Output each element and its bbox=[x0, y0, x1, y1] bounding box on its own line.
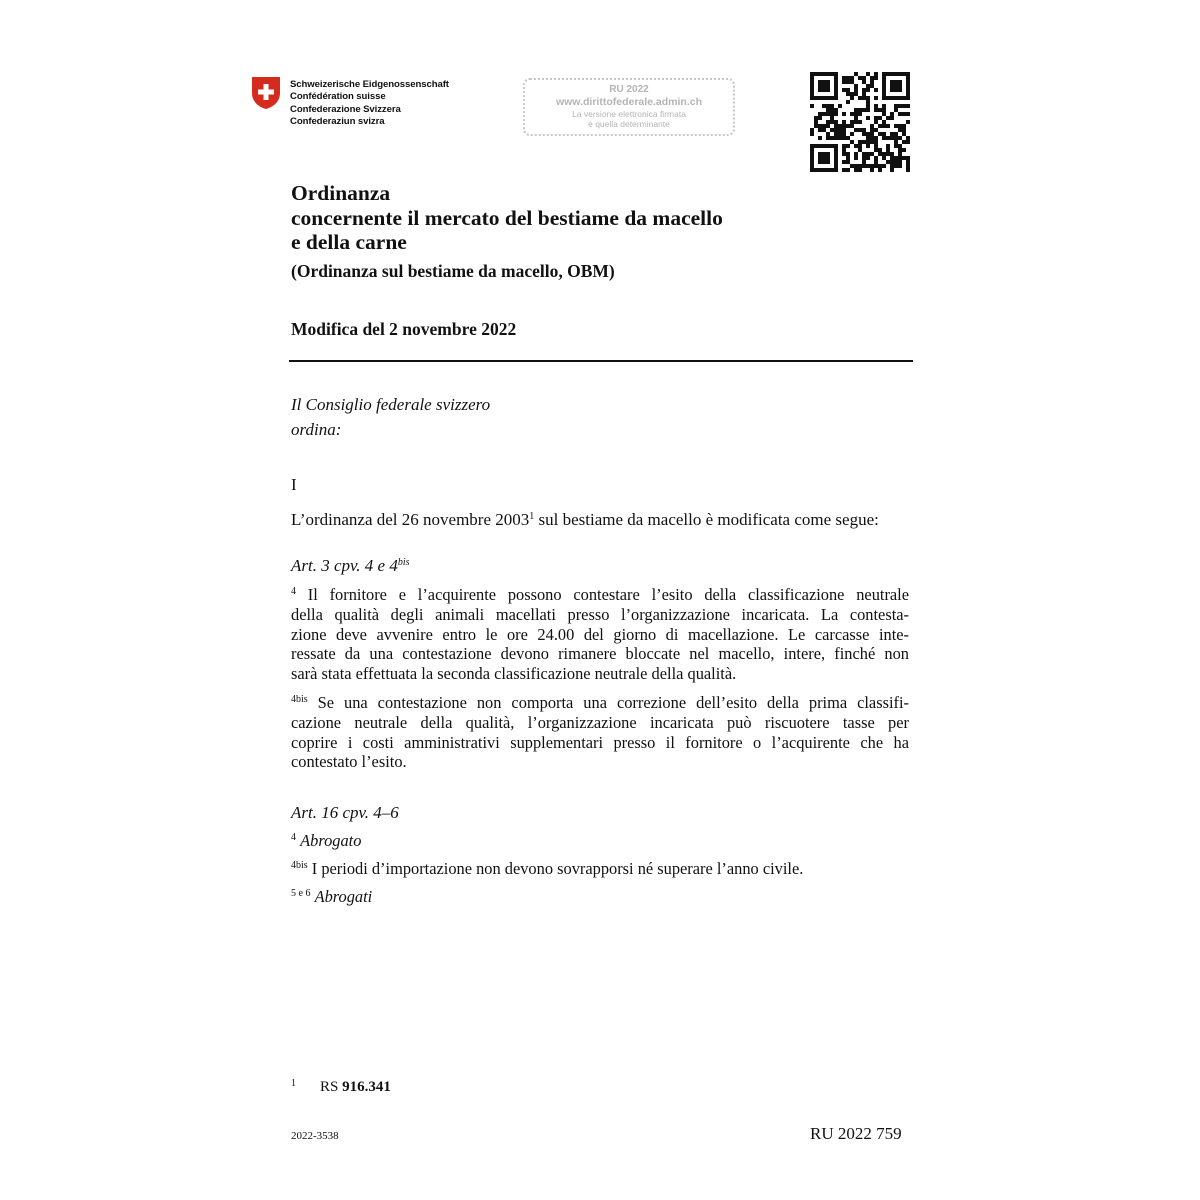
art16-heading: Art. 16 cpv. 4–6 bbox=[291, 803, 399, 822]
electronic-signature-stamp bbox=[523, 78, 735, 136]
authority-name-block bbox=[290, 79, 449, 128]
title-line-2: concernente il mercato del bestiame da macello bbox=[291, 205, 723, 230]
stamp-url: www.dirittofederale.admin.ch bbox=[555, 96, 703, 108]
paragraph-number: 4bis bbox=[291, 860, 308, 871]
issuer-block bbox=[291, 392, 490, 442]
intro-text-after: sul bestiame da macello è modificata come segue: bbox=[534, 510, 879, 529]
intro-text-before: L’ordinanza del 26 novembre 2003 bbox=[291, 510, 530, 529]
paragraph-line: Il fornitore e l’acquirente possono contestare l’esito della classificazione neutrale bbox=[307, 585, 909, 604]
art3-heading-text: Art. 3 cpv. 4 e 4 bbox=[291, 556, 398, 575]
paragraph-line: sarà stata effettuata la seconda classificazione neutrale della qualità. bbox=[291, 664, 737, 684]
art3-paragraph-4 bbox=[291, 585, 909, 684]
paragraph-line: ressate da una contestazione devono rimanere bloccate nel macello, intere, finché non bbox=[291, 644, 909, 664]
paragraph-number: 5 e 6 bbox=[291, 888, 311, 899]
document-title bbox=[291, 181, 723, 255]
paragraph-number: 4 bbox=[291, 832, 296, 843]
amendment-date: Modifica del 2 novembre 2022 bbox=[291, 319, 517, 339]
paragraph-line: coprire i costi amministrativi supplementari presso il fornitore o l’acquirente che ha bbox=[291, 732, 909, 752]
art16-paragraph-4 bbox=[291, 831, 361, 851]
art3-heading-sup: bis bbox=[397, 557, 410, 568]
intro-sentence bbox=[291, 510, 879, 530]
document-subtitle: (Ordinanza sul bestiame da macello, OBM) bbox=[291, 261, 615, 281]
art16-paragraph-5-6 bbox=[291, 887, 372, 907]
section-numeral: I bbox=[291, 475, 297, 494]
footnote-prefix: RS bbox=[320, 1079, 343, 1095]
footnote-marker: 1 bbox=[529, 511, 535, 522]
paragraph-line: della qualità degli animali macellati presso l’organizzazione incaricata. La contesta- bbox=[291, 604, 909, 624]
title-divider bbox=[289, 360, 913, 362]
art3-heading bbox=[291, 556, 410, 576]
decree-word: ordina: bbox=[291, 420, 342, 439]
paragraph-number: 4 bbox=[291, 586, 296, 597]
authority-name-rm: Confederaziun svizra bbox=[290, 115, 385, 127]
footnote bbox=[291, 1078, 391, 1096]
art3-paragraph-4bis bbox=[291, 693, 909, 772]
document-number: 2022-3538 bbox=[291, 1130, 339, 1142]
paragraph-line: contestato l’esito. bbox=[291, 752, 407, 772]
footnote-reference: 916.341 bbox=[342, 1079, 391, 1095]
authority-name-de: Schweizerische Eidgenossenschaft bbox=[290, 79, 449, 90]
paragraph-line: cazione neutrale della qualità, l’organizzazione incaricata può riscuotere tasse per bbox=[291, 712, 909, 732]
swiss-crest-icon bbox=[251, 76, 281, 110]
stamp-ru-ref: RU 2022 bbox=[609, 84, 649, 95]
paragraph-number: 4bis bbox=[291, 694, 308, 705]
stamp-note-line2: è quella determinante bbox=[588, 119, 670, 129]
paragraph-line: Se una contestazione non comporta una correzione dell’esito della prima classifi- bbox=[317, 693, 909, 712]
qr-code-icon bbox=[810, 72, 910, 172]
page-reference: RU 2022 759 bbox=[810, 1124, 902, 1143]
repealed-label: Abrogati bbox=[314, 887, 373, 906]
footnote-number: 1 bbox=[291, 1078, 296, 1089]
repealed-label: Abrogato bbox=[300, 831, 362, 850]
stamp-note-line1: La versione elettronica firmata bbox=[572, 109, 686, 119]
authority-name-it: Confederazione Svizzera bbox=[290, 103, 401, 115]
paragraph-text: I periodi d’importazione non devono sovrapporsi né superare l’anno civile. bbox=[311, 859, 804, 878]
paragraph-line: zione deve avvenire entro le ore 24.00 del giorno di macellazione. Le carcasse inte- bbox=[291, 624, 909, 644]
title-line-1: Ordinanza bbox=[291, 181, 391, 205]
issuer-name: Il Consiglio federale svizzero bbox=[291, 395, 491, 414]
title-line-3: e della carne bbox=[291, 230, 407, 254]
art16-paragraph-4bis bbox=[291, 859, 803, 879]
authority-name-fr: Confédération suisse bbox=[290, 91, 386, 103]
